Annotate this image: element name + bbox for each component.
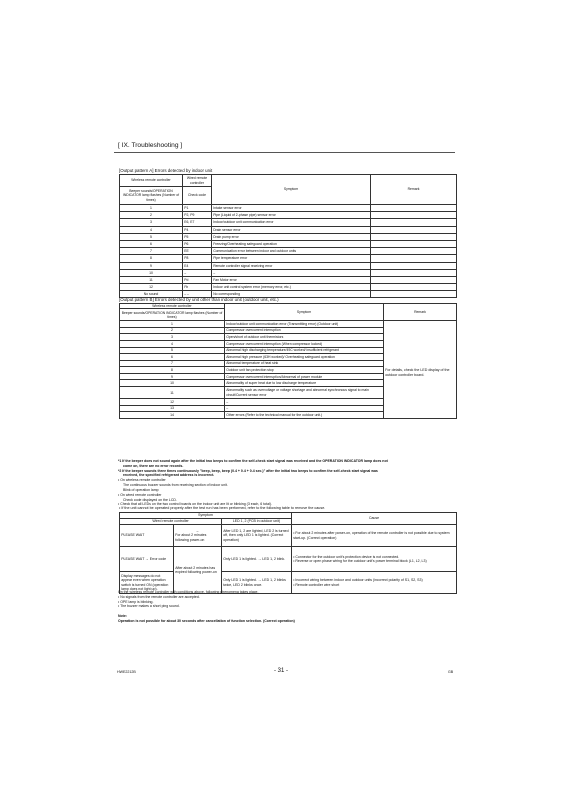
table-a-row <box>120 205 457 212</box>
table-a-symptom-cell: Drain sensor error <box>212 226 371 233</box>
table-b-remark-head: Remark <box>384 304 457 321</box>
table-a-code-cell: P2, P9 <box>183 212 212 219</box>
table-a-number-cell: 4 <box>120 226 183 233</box>
note-line: *2 If the beeper sounds three times continuously "beep, beep, beep (0.4 + 0.4 + 0.4 sec.)" after the initial two beeps to confirm the self-check start signal was <box>118 468 378 473</box>
note-line: Blink of operation lamp <box>123 487 159 492</box>
table-a-row <box>120 255 457 262</box>
table-a-number-cell: No sound <box>120 291 183 298</box>
table-a-remark-cell <box>371 284 457 291</box>
table-b-caption: [Output pattern B] Errors detected by unit other than indoor unit (outdoor unit, etc.) <box>119 297 279 302</box>
table-b-number-cell: 9 <box>120 373 225 380</box>
notes-block-1 <box>118 459 456 507</box>
table-c-r2-cause <box>292 547 457 572</box>
table-a-symptom-cell: Indoor/outdoor unit communication error <box>212 219 371 226</box>
table-b <box>119 303 457 419</box>
table-b-symptom-cell: Compressor overcurrent interruption/Abnormal of power module <box>225 373 384 380</box>
table-a-checkcode-head: Check code <box>183 187 212 205</box>
table-b-row <box>120 321 457 328</box>
table-a-remark-cell <box>371 240 457 247</box>
table-a-remark-head: Remark <box>371 175 457 205</box>
table-a-symptom-cell: Freezing/Overheating safeguard operation <box>212 240 371 247</box>
table-a-row <box>120 284 457 291</box>
table-a-number-cell: 1 <box>120 205 183 212</box>
table-a-symptom-cell: – <box>212 269 371 276</box>
note-line: • On wireless remote controller <box>118 478 166 483</box>
table-b-number-cell: 8 <box>120 367 225 374</box>
table-c-led-head: LED 1, 2 (PCB in outdoor unit) <box>222 519 292 525</box>
table-a-symptom-cell: No corresponding <box>212 291 371 298</box>
table-c <box>119 512 457 594</box>
table-c-r1-dash: – <box>196 529 199 534</box>
table-a-number-cell: 6 <box>120 240 183 247</box>
table-c-symptom-head: Symptom <box>120 513 292 519</box>
table-a-row <box>120 212 457 219</box>
table-a-symptom-cell: Pipe (Liquid of 2-phase pipe) sensor error <box>212 212 371 219</box>
table-a-code-cell: E6, E7 <box>183 219 212 226</box>
table-a-row <box>120 240 457 247</box>
table-b-symptom-head: Symptom <box>225 304 384 321</box>
table-a-caption: [Output pattern A] Errors detected by indoor unit <box>119 168 213 173</box>
table-c-r1-cause: • For about 2 minutes after power-on, operation of the remote controller is not possible due to system start-up. (Correct operation) <box>292 525 457 547</box>
table-a-number-cell: 2 <box>120 212 183 219</box>
table-b-symptom-cell: Other errors (Refer to the technical manual for the outdoor unit.) <box>225 412 384 419</box>
table-c-r1-display: PLEASE WAIT <box>120 525 174 547</box>
table-c-wired-head: Wired remote controller <box>120 519 222 525</box>
table-a-number-cell: 10 <box>120 269 183 276</box>
table-b-symptom-cell: Open/short of outdoor unit thermistors <box>225 334 384 341</box>
note-line: • Check that all LEDs on the two control boards on the indoor unit are lit or blinking (3 each, 6 total). <box>118 502 272 507</box>
table-b-symptom-cell: – <box>225 399 384 406</box>
table-b-remark-text: For details, check the LED display of the outdoor controller board. <box>384 327 457 418</box>
table-b-number-cell: 12 <box>120 399 225 406</box>
table-c-r2-cause-b: • Reverse or open phase wiring for the outdoor unit's power terminal block (L1, L2, L3) <box>293 559 427 563</box>
table-b-symptom-cell: Compressor overcurrent interruption <box>225 327 384 334</box>
table-a-row <box>120 276 457 283</box>
table-a-row <box>120 219 457 226</box>
table-a-code-cell: Fb <box>183 284 212 291</box>
note-line: • On wired remote controller <box>118 492 162 497</box>
table-a-code-cell: P5 <box>183 233 212 240</box>
table-a-symptom-cell: Indoor unit control system error (memory error, etc.) <box>212 284 371 291</box>
table-c-r3-display: Display messages do not appear even when operation switch is turned ON (operation lamp does not light up). <box>120 572 174 594</box>
table-a-remark-cell <box>371 262 457 269</box>
table-a-symptom-cell: Drain pump error <box>212 233 371 240</box>
footer-doc-code: HWE2212B <box>117 670 136 674</box>
table-c-caption: • If the unit cannot be operated properly after the test run has been performed, refer to the following table to remove the cause. <box>119 506 326 510</box>
table-b-symptom-cell: Abnormal high pressure (63H worked)/ Overheating safeguard operation <box>225 354 384 361</box>
table-a-number-cell: 7 <box>120 248 183 255</box>
note-line: • OPE lamp is blinking. <box>118 599 154 604</box>
note-line: • No signals from the remote controller are accepted. <box>118 594 200 599</box>
table-c-r1-time: For about 2 minutes following power-on <box>175 533 207 542</box>
table-b-number-cell: 14 <box>120 412 225 419</box>
note-line: come on, there are no error records. <box>123 463 184 468</box>
table-a-remark-cell <box>371 248 457 255</box>
table-b-remark-cell <box>384 321 457 328</box>
table-a-number-cell: 8 <box>120 255 183 262</box>
table-b-row <box>120 327 457 334</box>
table-a-number-cell: 9 <box>120 262 183 269</box>
table-a-row <box>120 233 457 240</box>
table-a-row <box>120 262 457 269</box>
table-c-r3-cause-b: • Remote controller wire short <box>293 582 340 587</box>
table-b-number-cell: 7 <box>120 360 225 367</box>
table-c-r2-timing: After about 2 minutes has expired following power-on <box>174 547 222 594</box>
table-b-symptom-cell: – <box>225 405 384 412</box>
table-a-code-cell: E4 <box>183 262 212 269</box>
table-a <box>119 174 457 298</box>
notes-block-2 <box>118 590 456 609</box>
table-b-number-cell: 5 <box>120 347 225 354</box>
table-a-symptom-cell: Intake sensor error <box>212 205 371 212</box>
table-a-remark-cell <box>371 233 457 240</box>
table-a-code-cell: – – <box>183 291 212 298</box>
table-a-remark-cell <box>371 205 457 212</box>
table-c-cause-head: Cause <box>292 513 457 525</box>
table-a-remark-cell <box>371 212 457 219</box>
table-c-r3-led: Only LED 1 is lighted. → LED 1, 2 blinks twice, LED 2 blinks once. <box>222 572 292 594</box>
table-a-number-cell: 5 <box>120 233 183 240</box>
table-a-code-cell: P4 <box>183 226 212 233</box>
table-b-symptom-cell: Abnormal high discharging temperature/49C worked/ insufficient refrigerant <box>225 347 384 354</box>
note-line: • The buzzer makes a short ping sound. <box>118 604 180 609</box>
table-a-remark-cell <box>371 255 457 262</box>
table-a-code-cell: EE <box>183 248 212 255</box>
table-a-number-cell: 3 <box>120 219 183 226</box>
table-b-symptom-cell: Abnormal temperature of heat sink <box>225 360 384 367</box>
table-a-symptom-cell: Remote controller signal receiving error <box>212 262 371 269</box>
table-a-remark-cell <box>371 276 457 283</box>
table-b-symptom-cell: Indoor/outdoor unit communication error (Transmitting error) (Outdoor unit) <box>225 321 384 328</box>
table-b-number-cell: 2 <box>120 327 225 334</box>
table-a-wireless-head: Wireless remote controller <box>120 175 183 187</box>
table-a-row <box>120 269 457 276</box>
table-a-code-cell: P8 <box>183 255 212 262</box>
note-body: Operation is not possible for about 30 seconds after cancellation of function selection. (Correct operation) <box>118 618 295 623</box>
table-a-remark-cell <box>371 269 457 276</box>
table-a-remark-cell <box>371 226 457 233</box>
note-line: *1 If the beeper does not sound again after the initial two beeps to confirm the self-check start signal was received and the OPERATION INDICATOR lamp does not <box>118 459 388 463</box>
table-b-number-cell: 6 <box>120 354 225 361</box>
note-heading: Note: <box>118 614 127 618</box>
table-a-remark-cell <box>371 291 457 298</box>
table-c-r2-led: Only LED 1 is lighted. → LED 1, 2 blink. <box>222 547 292 572</box>
table-b-number-cell: 1 <box>120 321 225 328</box>
note-line: On the wireless remote controller with conditions above, following phenomena takes place. <box>118 590 259 594</box>
note-section <box>118 614 456 624</box>
table-b-wireless-head: Wireless remote controller <box>120 304 225 309</box>
footer-page-number: - 31 - <box>274 668 289 674</box>
table-b-symptom-cell: Abnormality of super heat due to low discharge temperature <box>225 380 384 387</box>
table-a-wired-head: Wired remote controller <box>183 175 212 187</box>
table-b-number-cell: 10 <box>120 380 225 387</box>
table-b-beeper-head: Beeper sounds/OPERATION INDICATOR lamp flashes (Number of times) <box>120 309 225 321</box>
note-line: The continuous buzzer sounds from receiving section of indoor unit. <box>123 483 228 488</box>
table-c-r2-cause-a: • Connector for the outdoor unit's protection device is not connected. <box>293 554 400 559</box>
table-a-code-cell: – <box>183 269 212 276</box>
table-a-code-cell: P1 <box>183 205 212 212</box>
table-a-symptom-cell: Fan Motor error <box>212 276 371 283</box>
table-a-number-cell: 11 <box>120 276 183 283</box>
table-a-code-cell: Pd <box>183 276 212 283</box>
table-a-code-cell: P6 <box>183 240 212 247</box>
table-b-number-cell: 4 <box>120 340 225 347</box>
table-c-r1-timing <box>174 525 222 547</box>
table-b-number-cell: 3 <box>120 334 225 341</box>
table-a-beeper-head: Beeper sounds/OPERATION INDICATOR lamp flashes (Number of times) <box>120 187 183 205</box>
footer-language: GB <box>448 670 454 674</box>
table-a-symptom-cell: Communication error between indoor and outdoor units <box>212 248 371 255</box>
section-title: [ IX. Troubleshooting ] <box>118 142 183 149</box>
table-b-number-cell: 11 <box>120 387 225 399</box>
table-b-symptom-cell: Abnormality such as overvoltage or voltage shortage and abnormal synchronous signal to main circuit/Current sensor error <box>225 387 384 399</box>
title-rule <box>114 152 455 153</box>
table-a-symptom-head: Symptom <box>212 175 371 205</box>
table-b-symptom-cell: Outdoor unit fan protection stop <box>225 367 384 374</box>
table-a-symptom-cell: Pipe temperature error <box>212 255 371 262</box>
table-a-number-cell: 12 <box>120 284 183 291</box>
table-a-remark-cell <box>371 219 457 226</box>
table-b-symptom-cell: Compressor overcurrent interruption (When compressor locked) <box>225 340 384 347</box>
note-line: received, the specified refrigerant address is incorrect. <box>123 473 215 478</box>
table-a-row <box>120 226 457 233</box>
note-line: Check code displayed on the LCD. <box>123 497 177 502</box>
table-c-r2-display: PLEASE WAIT → Error code <box>120 547 174 572</box>
table-a-row <box>120 248 457 255</box>
table-c-r3-cause-a: • Incorrect wiring between indoor and outdoor units (incorrect polarity of S1, S2, S3) <box>293 578 423 583</box>
table-c-r1-led: After LED 1, 2 are lighted, LED 2 is turned off, then only LED 1 is lighted. (Correct operation) <box>222 525 292 547</box>
table-b-number-cell: 13 <box>120 405 225 412</box>
